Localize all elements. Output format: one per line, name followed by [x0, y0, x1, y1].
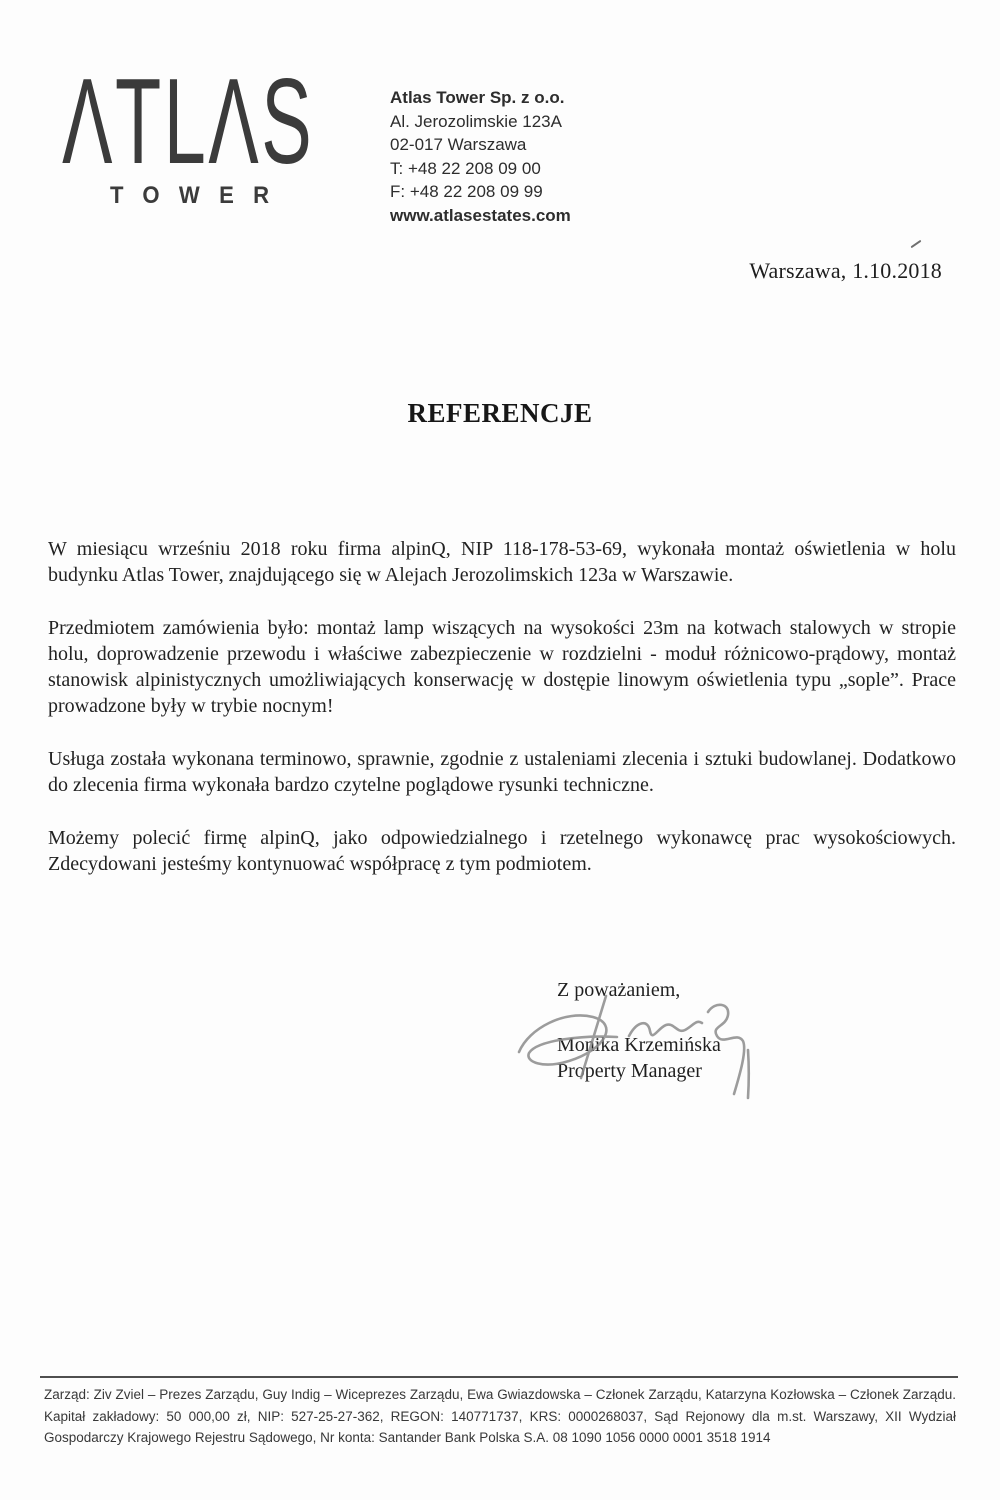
scan-pen-mark	[911, 240, 922, 249]
letter-body	[48, 536, 956, 904]
company-address-line1: Al. Jerozolimskie 123A	[390, 111, 562, 131]
company-details	[390, 86, 571, 227]
company-phone: T: +48 22 208 09 00	[390, 158, 541, 178]
logo-subtext: TOWER	[110, 182, 289, 209]
footer-legal-text: Zarząd: Ziv Zviel – Prezes Zarządu, Guy Indig – Wiceprezes Zarządu, Ewa Gwiazdowska – Członek Zarządu, Katarzyna Kozłowska – Członek Zarządu. Kapitał zakładowy: 50 000,00 zł, NIP: 527-25-27-362, REGON: 140771737, KRS: 0000268037, Sąd Rejonowy dla m.st. Warszawy, XII Wydział Gospodarczy Krajowego Rejestru Sądowego, Nr konta: Santander Bank Polska S.A. 08 1090 1056 0000 0001 3518 1914	[44, 1387, 956, 1445]
company-website: www.atlasestates.com	[390, 205, 571, 225]
closing-phrase: Z poważaniem,	[557, 979, 681, 1001]
paragraph-recommendation: Możemy polecić firmę alpinQ, jako odpowiedzialnego i rzetelnego wykonawcę prac wysokościowych. Zdecydowani jesteśmy kontynuować współpracę z tym podmiotem.	[48, 827, 956, 875]
company-fax: F: +48 22 208 09 99	[390, 182, 543, 201]
signer-role: Property Manager	[557, 1060, 702, 1082]
paragraph-intro: W miesiącu wrześniu 2018 roku firma alpinQ, NIP 118-178-53-69, wykonała montaż oświetlenia w holu budynku Atlas Tower, znajdującego się w Alejach Jerozolimskich 123a w Warszawie.	[48, 538, 956, 586]
company-address-line2: 02-017 Warszawa	[390, 135, 527, 154]
logo-wordmark: ΛTLΛS	[62, 53, 315, 189]
paragraph-quality: Usługa została wykonana terminowo, sprawnie, zgodnie z ustaleniami zlecenia i sztuki budowlanej. Dodatkowo do zlecenia firma wykonała bardzo czytelne poglądowe rysunki techniczne.	[48, 748, 956, 796]
document-title: REFERENCJE	[407, 398, 593, 428]
signature-block	[557, 977, 721, 1084]
signer-name: Monika Krzemińska	[557, 1034, 721, 1056]
company-name: Atlas Tower Sp. z o.o.	[390, 88, 565, 107]
footer-divider	[40, 1376, 958, 1378]
date-line: Warszawa, 1.10.2018	[749, 258, 942, 283]
paragraph-scope: Przedmiotem zamówienia było: montaż lamp wiszących na wysokości 23m na kotwach stalowych w stropie holu, doprowadzenie przewodu i właściwe zabezpieczenie w rozdzielni - moduł różnicowo-prądowy, montaż stanowisk alpinistycznych umożliwiających konserwację w dostępie linowym oświetlenia typu „sople”. Prace prowadzone były w trybie nocnym!	[48, 617, 956, 717]
